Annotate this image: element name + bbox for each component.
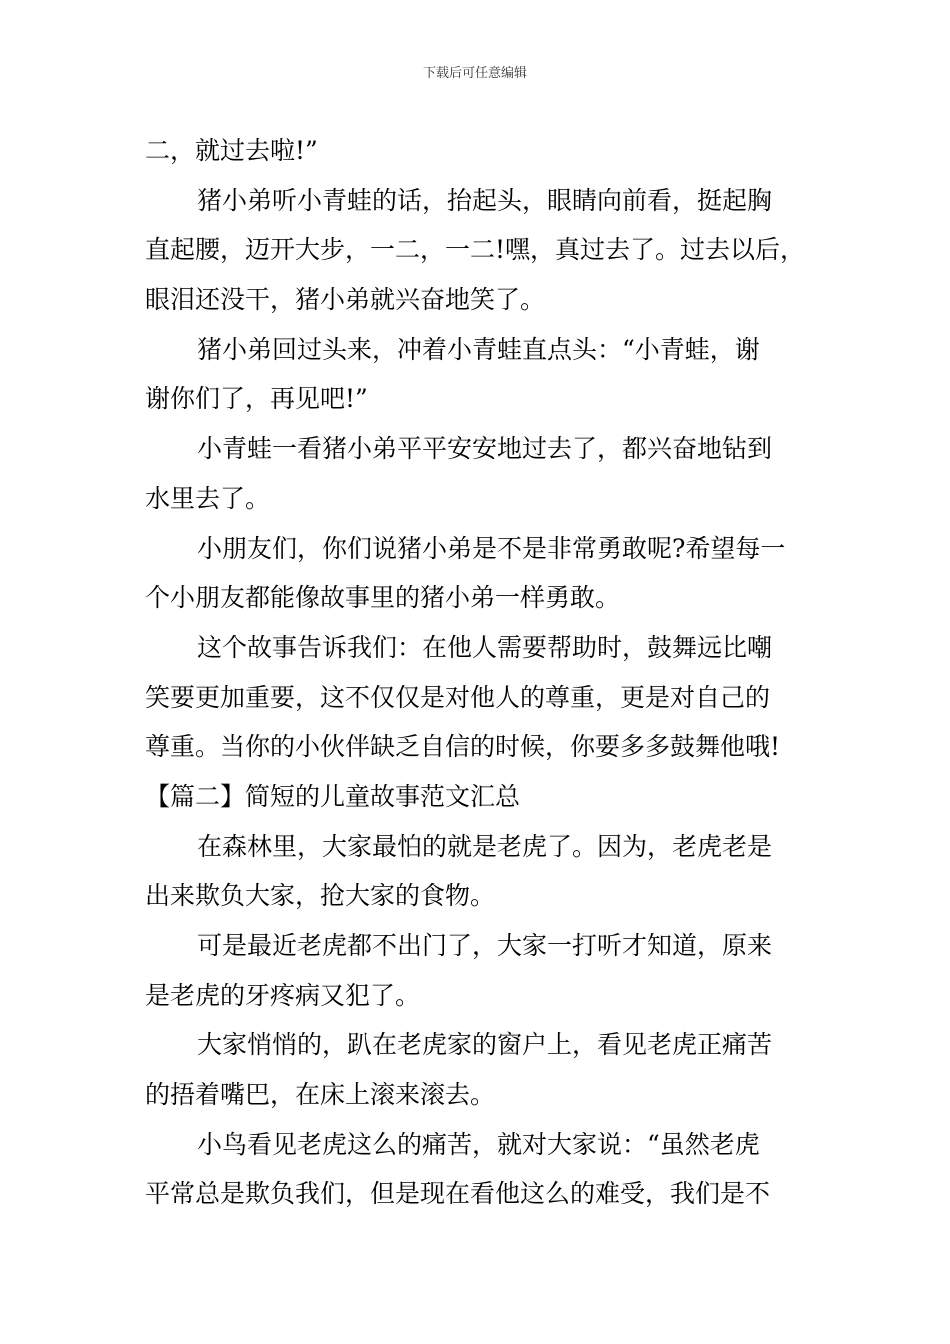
text-line: 是老虎的牙疼病又犯了。: [145, 980, 421, 1010]
text-line: 直起腰，迈开大步，一二，一二!嘿，真过去了。过去以后，: [145, 235, 806, 265]
text-line: 水里去了。: [145, 483, 271, 513]
text-line: 眼泪还没干，猪小弟就兴奋地笑了。: [145, 285, 546, 315]
text-line: 猪小弟听小青蛙的话，抬起头，眼睛向前看，挺起胸: [197, 185, 773, 215]
page-header: 下载后可任意编辑: [422, 66, 527, 81]
text-line: 二，就过去啦!”: [145, 136, 318, 165]
text-line: 小青蛙一看猪小弟平平安安地过去了，都兴奋地钻到: [197, 434, 773, 464]
text-line: 出来欺负大家，抢大家的食物。: [145, 881, 496, 911]
section-heading: 【篇二】简短的儿童故事范文汇总: [145, 781, 521, 811]
body-text: [145, 126, 810, 1219]
text-line: 在森林里，大家最怕的就是老虎了。因为，老虎老是: [197, 831, 773, 861]
text-line: 个小朋友都能像故事里的猪小弟一样勇敢。: [145, 583, 621, 613]
text-line: 大家悄悄的，趴在老虎家的窗户上，看见老虎正痛苦: [197, 1030, 773, 1060]
text-line: 可是最近老虎都不出门了，大家一打听才知道，原来: [197, 931, 773, 960]
text-line: 小鸟看见老虎这么的痛苦，就对大家说：“虽然老虎: [197, 1129, 760, 1159]
text-line: 小朋友们，你们说猪小弟是不是非常勇敢呢?希望每一: [197, 533, 786, 563]
text-line: 平常总是欺负我们，但是现在看他这么的难受，我们是不: [145, 1179, 771, 1209]
text-line: 笑要更加重要，这不仅仅是对他人的尊重，更是对自己的: [145, 682, 771, 712]
text-line: 这个故事告诉我们：在他人需要帮助时，鼓舞远比嘲: [197, 632, 773, 662]
text-line: 的捂着嘴巴，在床上滚来滚去。: [145, 1080, 496, 1110]
text-line: 谢你们了，再见吧!”: [145, 384, 368, 414]
text-line: 猪小弟回过头来，冲着小青蛙直点头：“小青蛙，谢: [197, 334, 760, 364]
text-line: 尊重。当你的小伙伴缺乏自信的时候，你要多多鼓舞他哦!: [145, 732, 781, 762]
